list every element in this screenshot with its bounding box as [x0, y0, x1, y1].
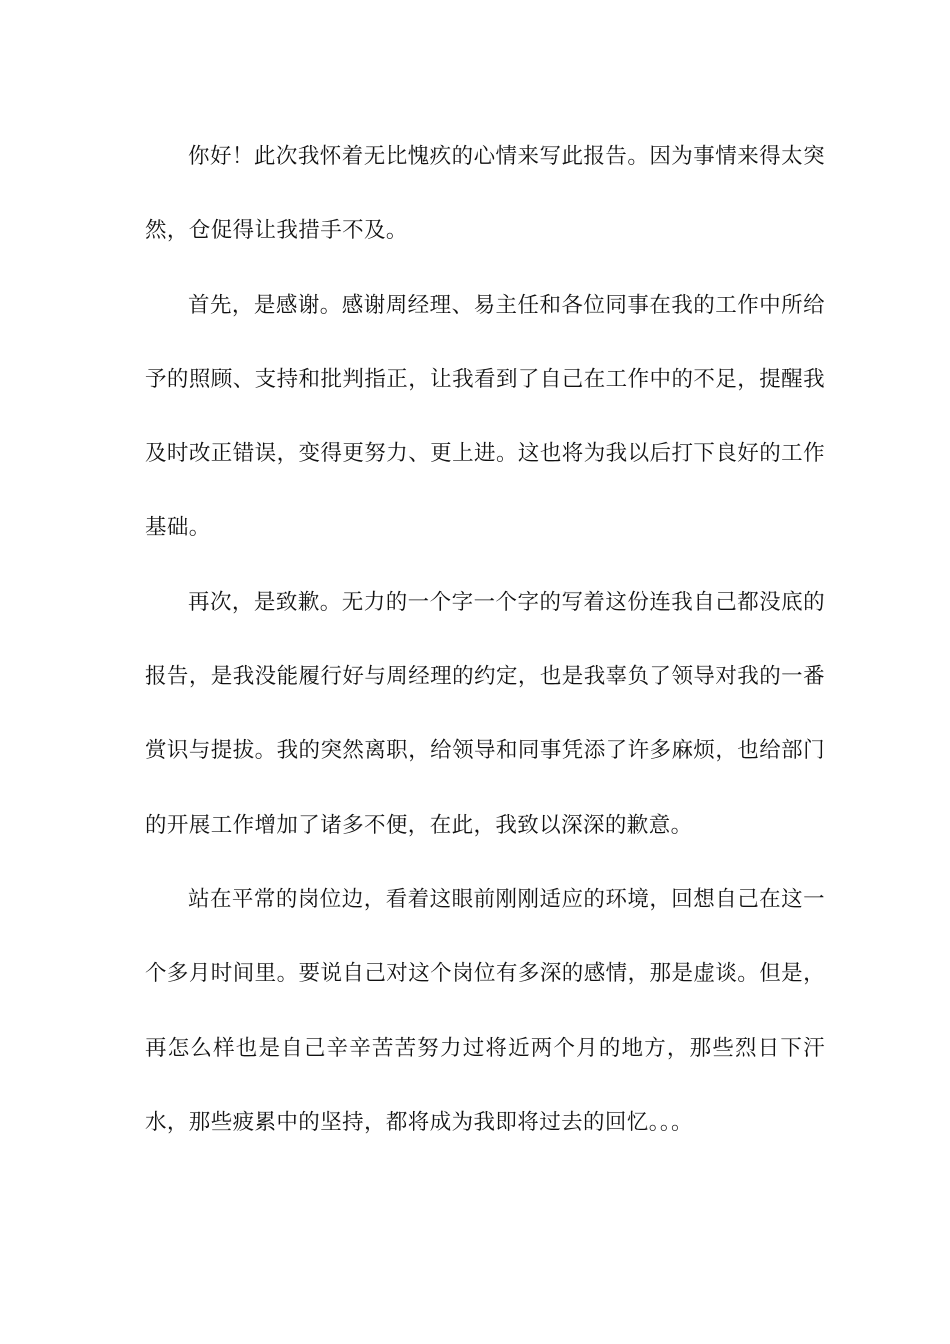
- paragraph-thanks: 首先，是感谢。感谢周经理、易主任和各位同事在我的工作中所给予的照顾、支持和批判指正，让我看到了自己在工作中的不足，提醒我及时改正错误，变得更努力、更上进。这也将为我以后打下良好的工作基础。: [145, 292, 825, 541]
- paragraph-greeting: 你好！此次我怀着无比愧疚的心情来写此报告。因为事情来得太突然，仓促得让我措手不及。: [145, 144, 825, 244]
- paragraph-apology: 再次，是致歉。无力的一个字一个字的写着这份连我自己都没底的报告，是我没能履行好与周经理的约定，也是我辜负了领导对我的一番赏识与提拔。我的突然离职，给领导和同事凭添了许多麻烦，也给部门的开展工作增加了诸多不便，在此，我致以深深的歉意。: [145, 589, 825, 838]
- paragraph-reflection: 站在平常的岗位边，看着这眼前刚刚适应的环境，回想自己在这一个多月时间里。要说自己对这个岗位有多深的感情，那是虚谈。但是，再怎么样也是自己辛辛苦苦努力过将近两个月的地方，那些烈日下汗水，那些疲累中的坚持，都将成为我即将过去的回忆。。。: [145, 886, 825, 1135]
- document-body: [145, 120, 825, 1160]
